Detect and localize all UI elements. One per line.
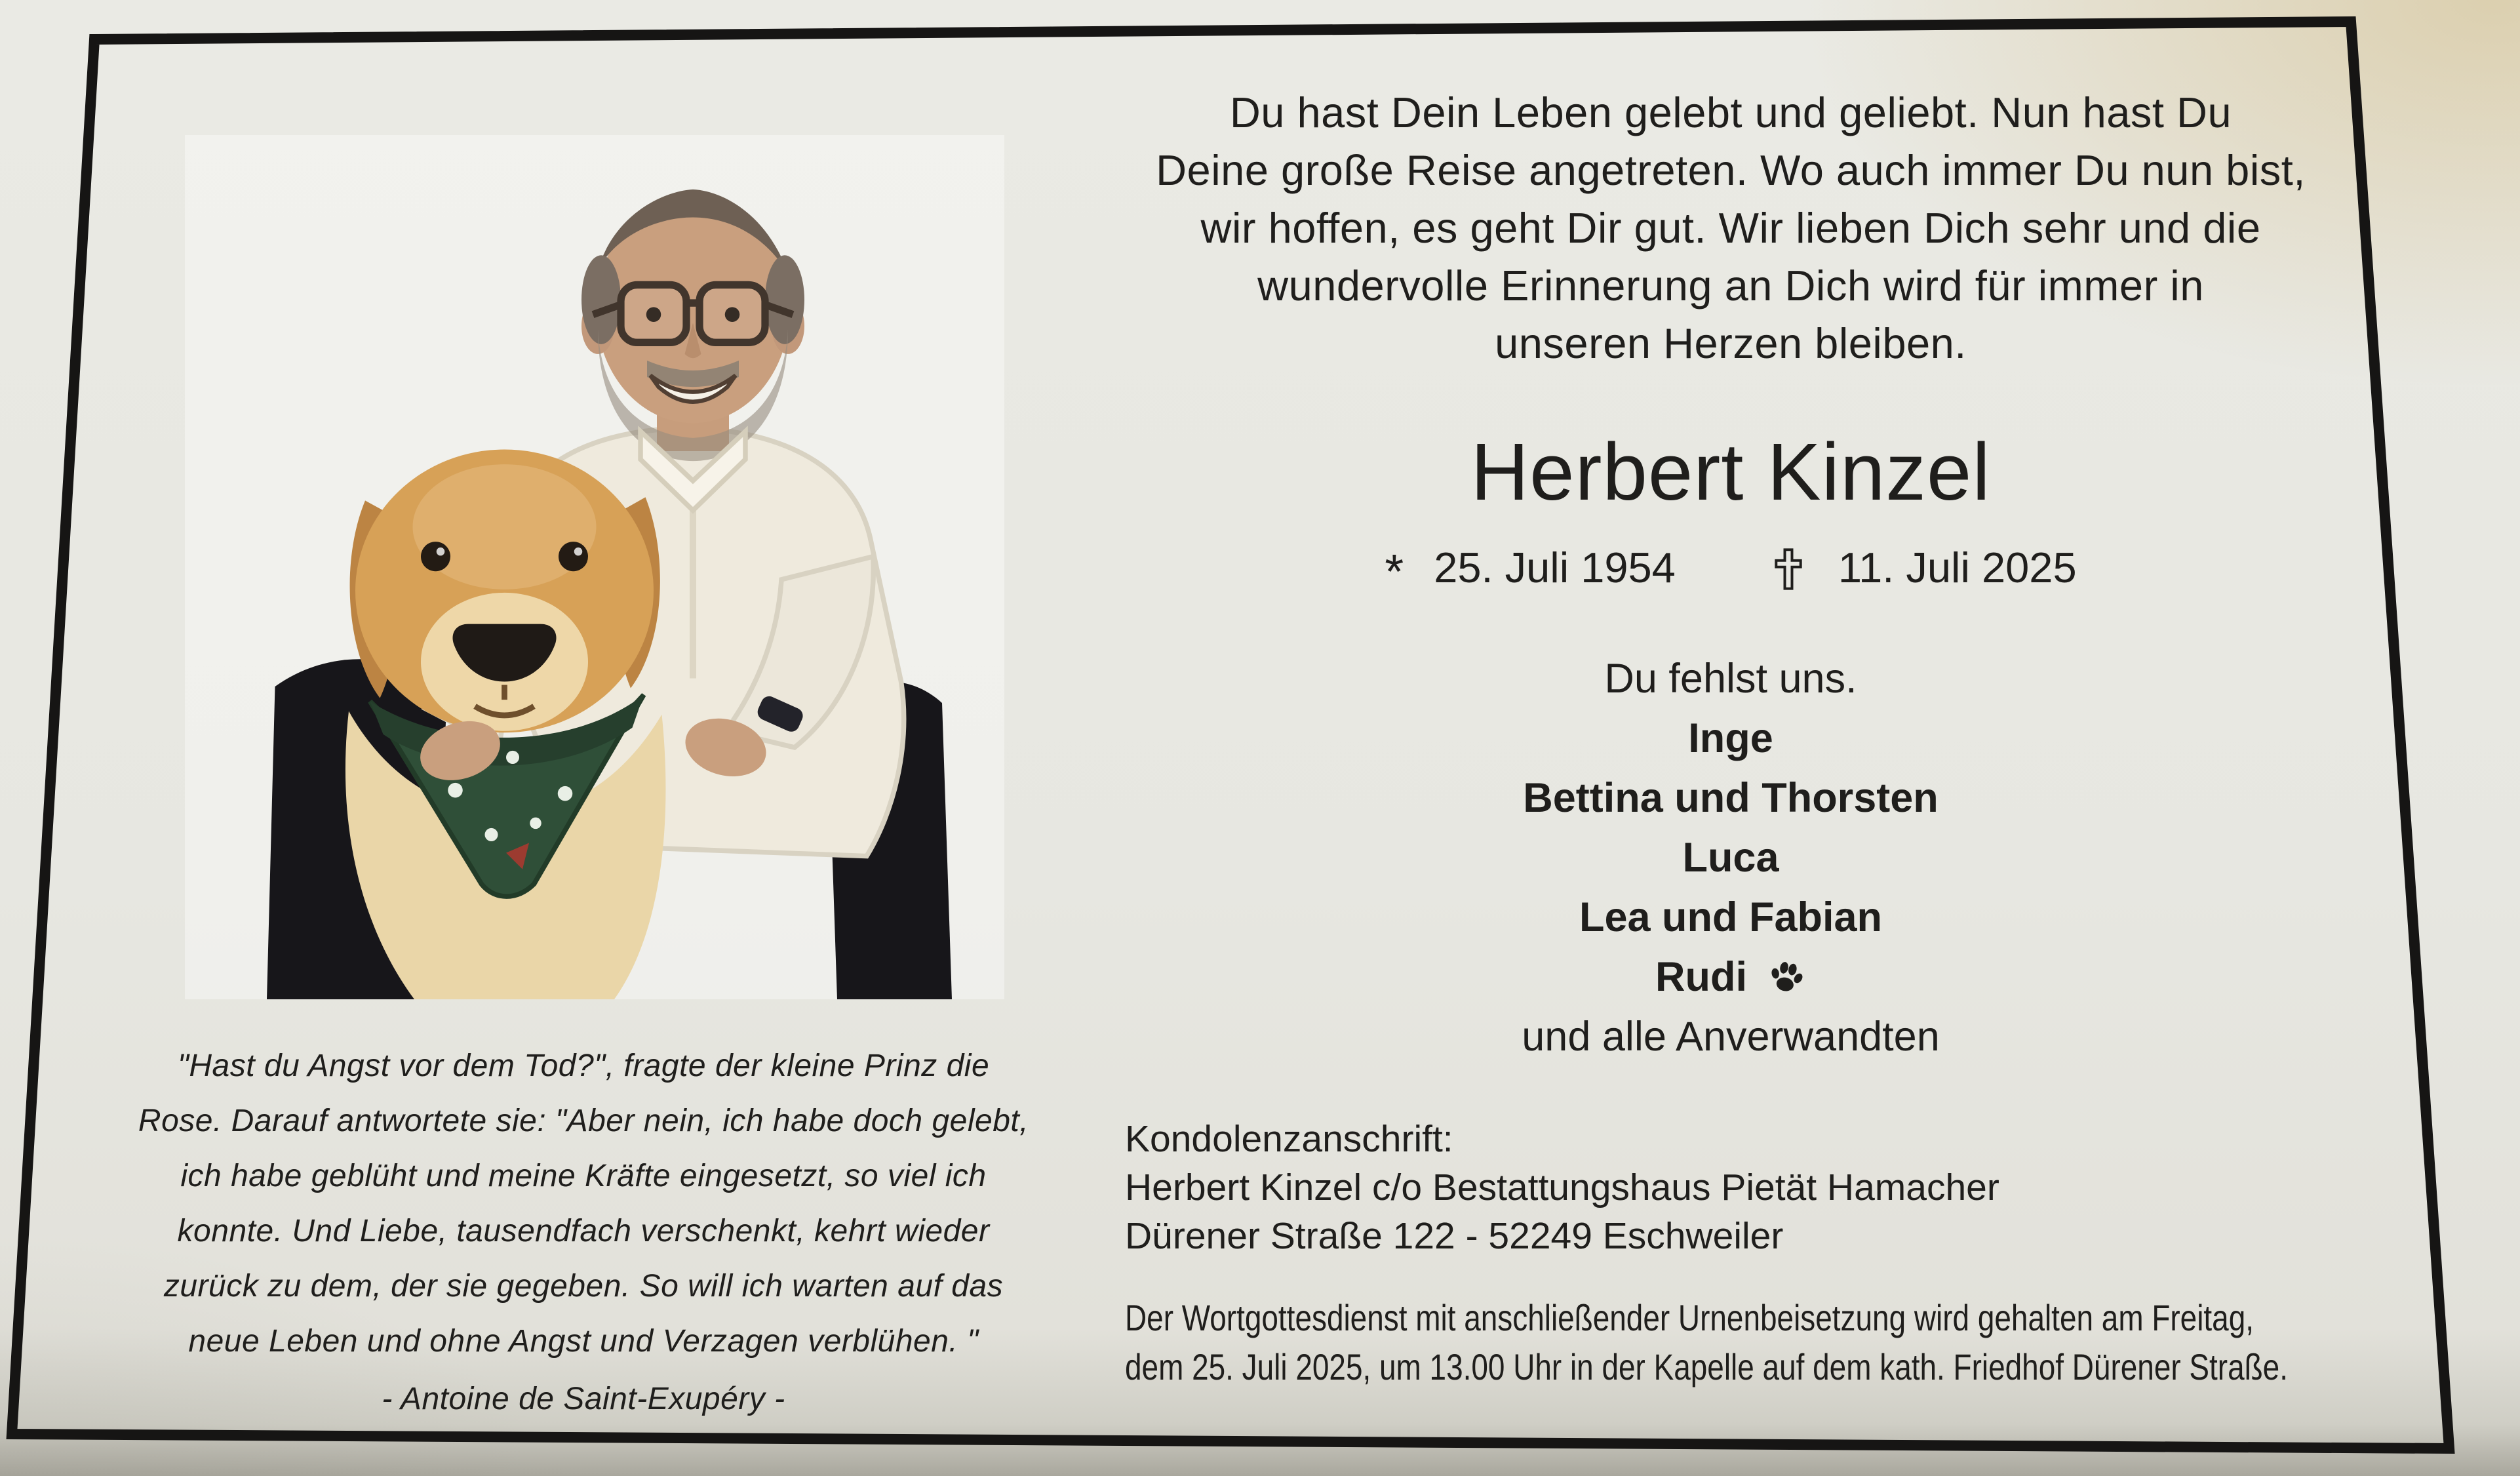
condolence-line: Dürener Straße 122 - 52249 Eschweiler	[1125, 1215, 1784, 1257]
mourners-list	[1075, 649, 2386, 1067]
dog-figure	[345, 450, 666, 999]
latin-cross-icon	[1774, 548, 1803, 590]
mourner: Lea und Fabian	[1579, 894, 1883, 940]
missing-line: Du fehlst uns.	[1604, 656, 1857, 702]
birth-star-symbol: *	[1385, 544, 1404, 599]
birth-date: 25. Juli 1954	[1434, 544, 1676, 591]
opening-line: wundervolle Erinnerung an Dich wird für immer in	[1257, 262, 2204, 309]
condolence-heading: Kondolenzanschrift:	[1125, 1118, 1453, 1160]
mourners-suffix: und alle Anverwandten	[1522, 1014, 1940, 1060]
quote-line: ich habe geblüht und meine Kräfte eingesetzt, so viel ich	[180, 1159, 987, 1193]
mourner: Bettina und Thorsten	[1523, 775, 1939, 821]
paw-print-icon	[1767, 958, 1806, 997]
portrait-photo	[185, 135, 1004, 999]
mourner: Luca	[1682, 835, 1779, 881]
quote-line: neue Leben und ohne Angst und Verzagen verblühen. "	[188, 1324, 979, 1359]
mourner: Rudi	[1655, 954, 1747, 1000]
mourner-with-paw	[1075, 947, 2386, 1007]
quote-line: "Hast du Angst vor dem Tod?", fragte der kleine Prinz die	[177, 1048, 990, 1083]
opening-line: wir hoffen, es geht Dir gut. Wir lieben Dich sehr und die	[1200, 204, 2261, 252]
quote-attribution: - Antoine de Saint-Exupéry -	[382, 1382, 785, 1416]
opening-line: unseren Herzen bleiben.	[1495, 319, 1967, 367]
life-dates	[1075, 536, 2386, 599]
quote-line: konnte. Und Liebe, tausendfach verschenkt, kehrt wieder	[177, 1214, 990, 1248]
condolence-address	[1125, 1115, 1999, 1260]
opening-text	[1075, 84, 2386, 372]
service-line: Der Wortgottesdienst mit anschließender Urnenbeisetzung wird gehalten am Freitag,	[1125, 1297, 2254, 1338]
quote-block	[52, 1039, 1114, 1427]
quote-line: Rose. Darauf antwortete sie: "Aber nein, ich habe doch gelebt,	[138, 1104, 1029, 1138]
condolence-line: Herbert Kinzel c/o Bestattungshaus Pietät Hamacher	[1125, 1167, 1999, 1208]
quote-line: zurück zu dem, der sie gegeben. So will ich warten auf das	[163, 1269, 1004, 1304]
opening-line: Deine große Reise angetreten. Wo auch immer Du nun bist,	[1156, 146, 2306, 194]
service-info	[1125, 1293, 2288, 1391]
death-date: 11. Juli 2025	[1838, 544, 2077, 591]
mourner: Inge	[1688, 715, 1773, 761]
deceased-name: Herbert Kinzel	[1470, 428, 1991, 517]
opening-line: Du hast Dein Leben gelebt und geliebt. Nun hast Du	[1229, 89, 2232, 136]
service-line: dem 25. Juli 2025, um 13.00 Uhr in der Kapelle auf dem kath. Friedhof Dürener Straße.	[1125, 1346, 2288, 1387]
